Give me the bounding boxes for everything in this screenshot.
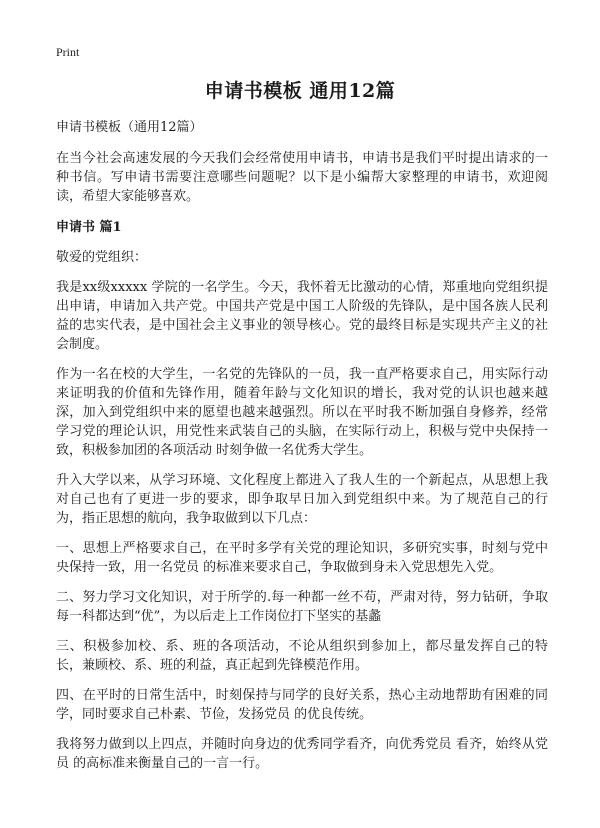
body-paragraph-6: 三、积极参加校、系、班的各项活动，不论从组织到参加上，都尽量发挥自己的特长，兼顾校、系、班的利益，真正起到先锋模范作用。	[56, 639, 548, 673]
document-body	[56, 118, 548, 784]
body-paragraph-1: 我是xx级xxxxx 学院的一名学生。今天，我怀着无比激动的心情，郑重地向党组织提出申请，申请加入共产党。中国共产党是中国工人阶级的先锋队，是中国各族人民利益的忠实代表，是中国社会主义事业的领导核心。党的最终目标是实现共产主义的社会制度。	[56, 280, 548, 352]
print-link[interactable]: Print	[56, 45, 80, 59]
document-subtitle: 申请书模板（通用12篇）	[56, 120, 203, 135]
document-title: 申请书模板 通用12篇	[204, 80, 396, 102]
salutation: 敬爱的党组织：	[56, 250, 148, 265]
body-paragraph-4: 一、思想上严格要求自己，在平时多学有关党的理论知识，多研究实事，时刻与党中央保持一致，用一名党员 的标准来要求自己，争取做到身未入党思想先入党。	[56, 541, 548, 575]
body-paragraph-8: 我将努力做到以上四点，并随时向身边的优秀同学看齐，向优秀党员 看齐，始终从党员 的高标准来衡量自己的一言一行。	[56, 737, 548, 771]
section-heading: 申请书 篇1	[56, 220, 122, 235]
body-paragraph-3: 升入大学以来，从学习环境、文化程度上都进入了我人生的一个新起点，从思想上我对自己也有了更进一步的要求，即争取早日加入到党组织中来。为了规范自己的行为，指正思想的航向，我争取做到以下几点：	[56, 473, 548, 526]
body-paragraph-5: 二、努力学习文化知识，对于所学的.每一种都一丝不苟，严肃对待，努力钻研，争取每一科都达到“优”，为以后走上工作岗位打下坚实的基蠡	[56, 590, 548, 624]
body-paragraph-7: 四、在平时的日常生活中，时刻保持与同学的良好关系，热心主动地帮助有困难的同学，同时要求自己朴素、节俭，发扬党员 的优良传统。	[56, 688, 548, 722]
body-paragraph-2: 作为一名在校的大学生，一名党的先锋队的一员，我一直严格要求自己，用实际行动来证明我的价值和先锋作用，随着年龄与文化知识的增长，我对党的认识也越来越深，加入到党组织中来的愿望也越来越强烈。所以在平时我不断加强自身修养，经常学习党的理论认识，用党性来武装自己的头脑，在实际行动上，积极与党中央保持一致，积极参加团的各项活动 时刻争做一名优秀大学生。	[56, 367, 548, 458]
intro-paragraph: 在当今社会高速发展的今天我们会经常使用申请书，申请书是我们平时提出请求的一种书信。写申请书需要注意哪些问题呢？以下是小编帮大家整理的申请书，欢迎阅读，希望大家能够喜欢。	[56, 151, 548, 204]
